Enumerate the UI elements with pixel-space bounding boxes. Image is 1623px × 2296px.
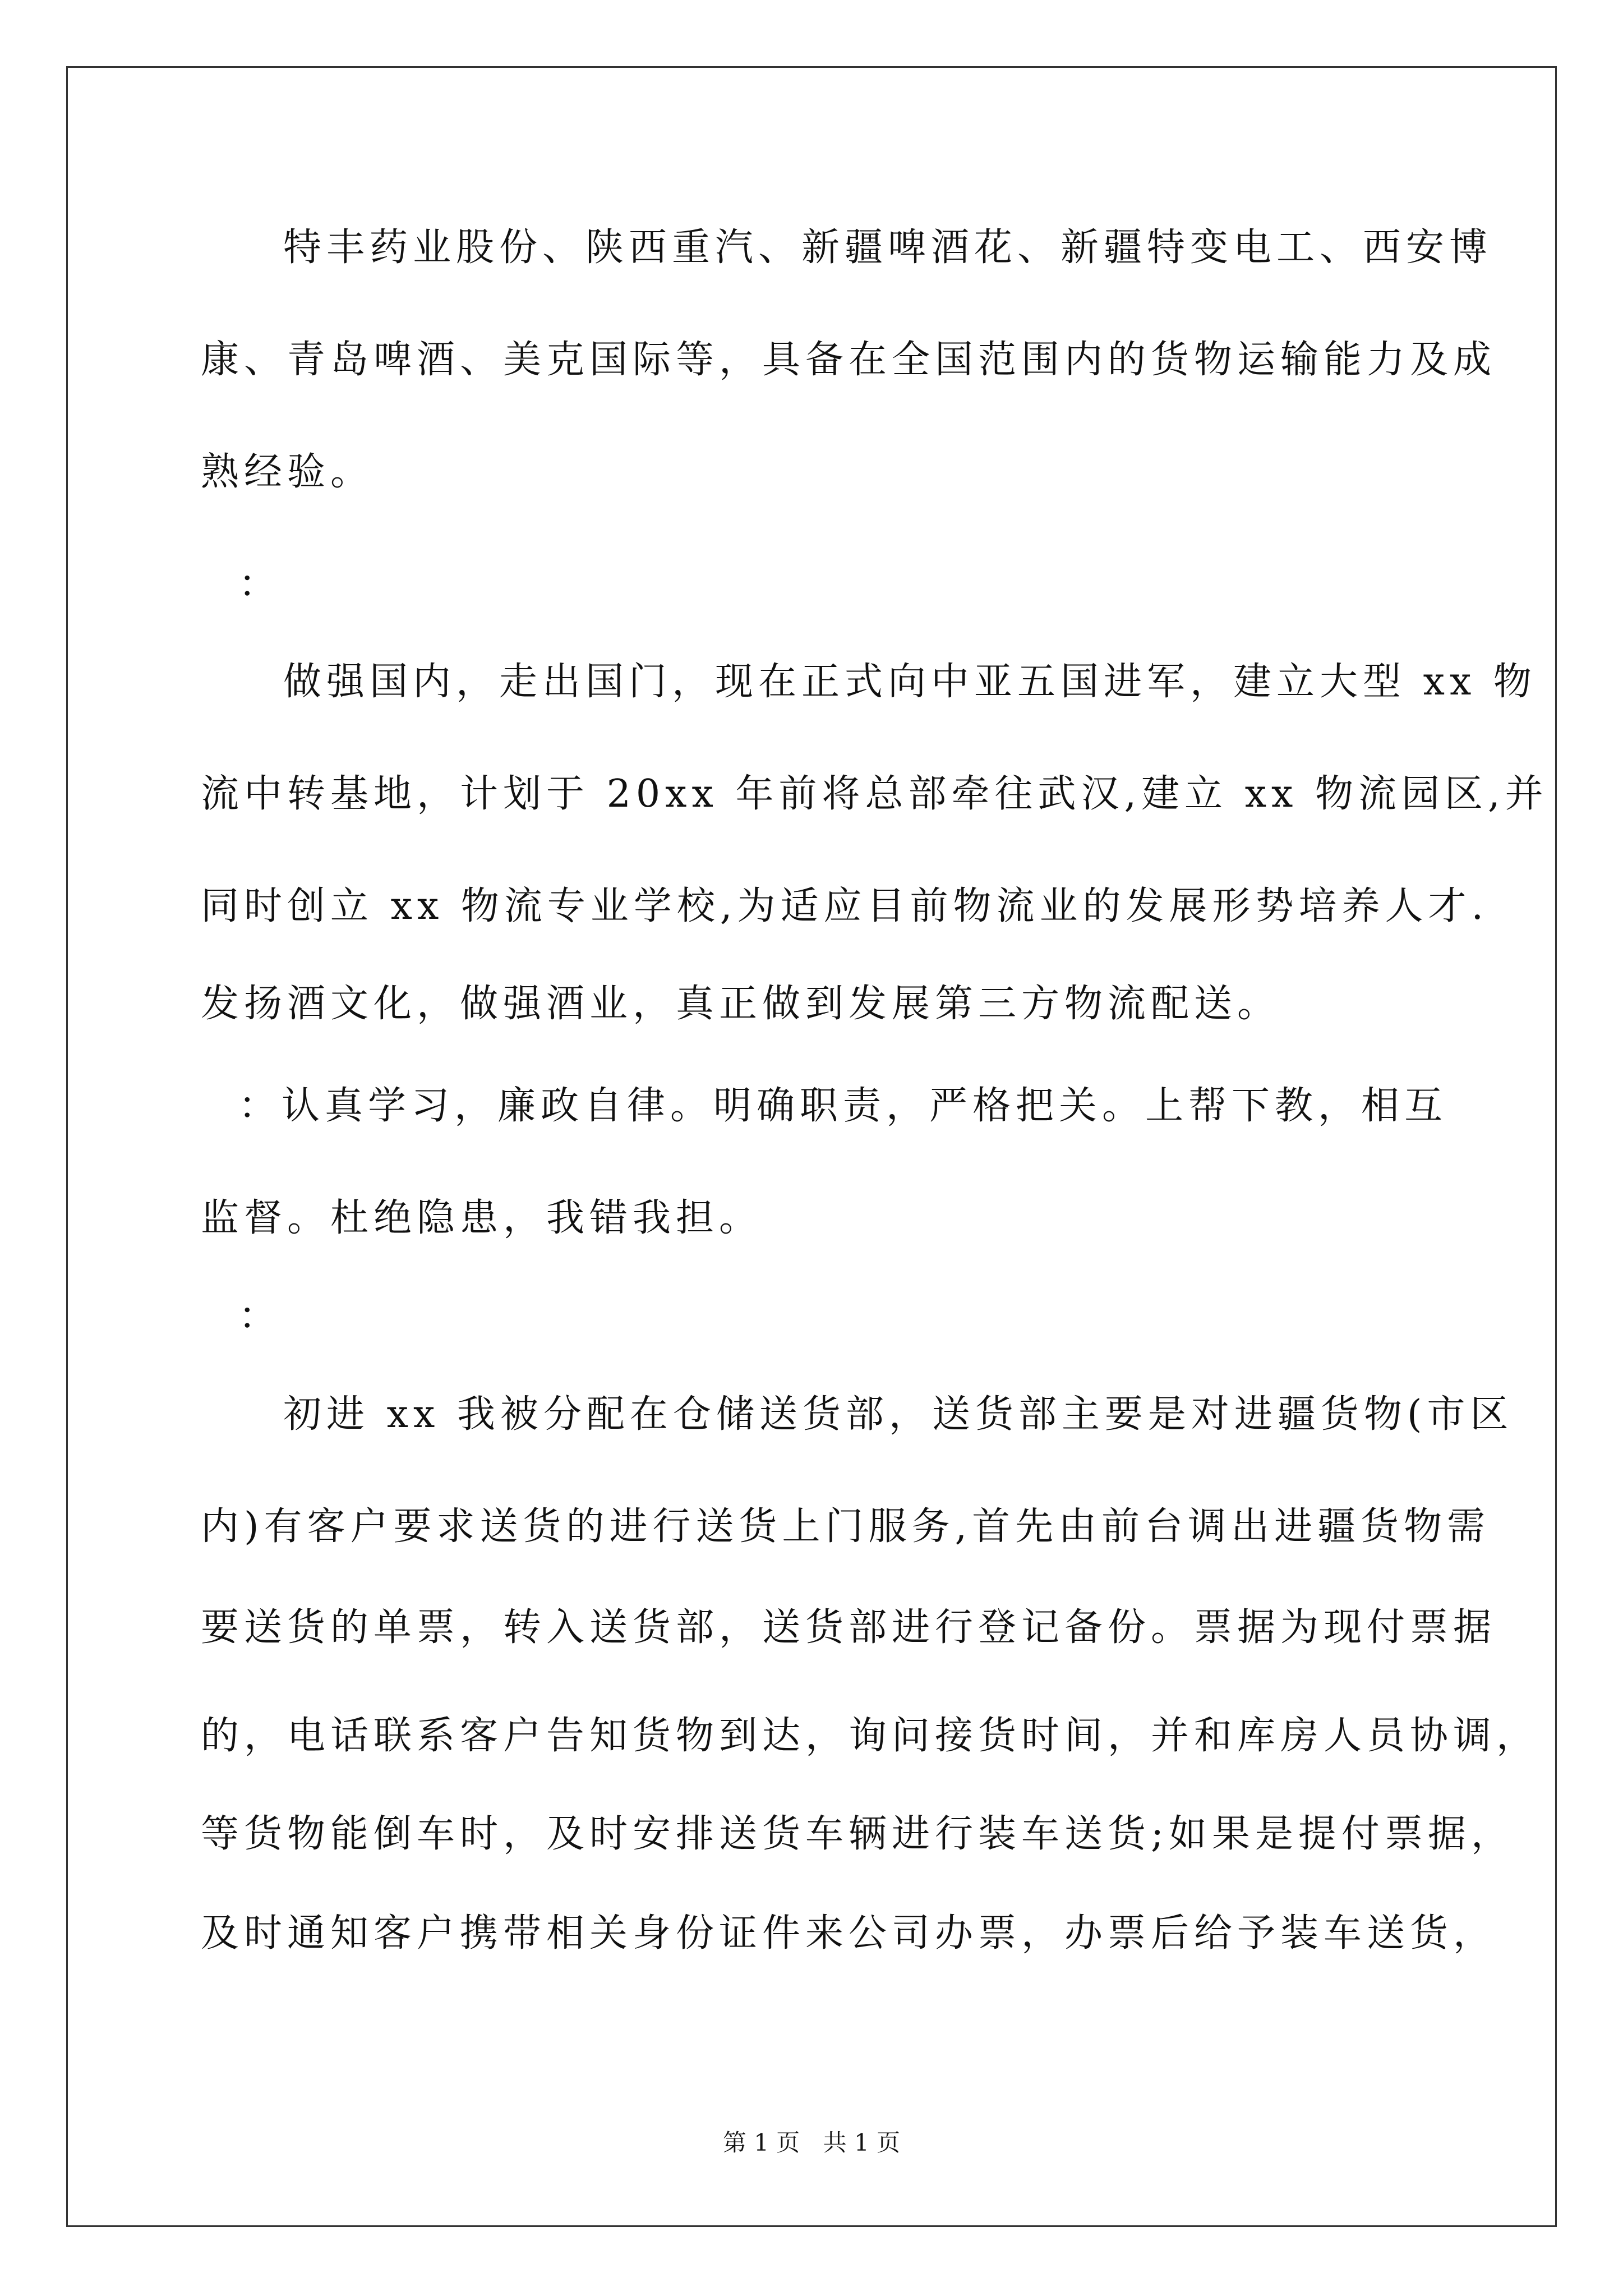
paragraph-6-line-2: 内)有客户要求送货的进行送货上门服务,首先由前台调出进疆货物需 — [201, 1504, 1491, 1549]
paragraph-1-line-3: 熟经验。 — [201, 450, 374, 494]
paragraph-4-line-1: ：认真学习，廉政自律。明确职责，严格把关。上帮下教，相互 — [238, 1084, 1448, 1128]
paragraph-3-line-2: 流中转基地，计划于 20xx 年前将总部牵往武汉,建立 xx 物流园区,并 — [201, 772, 1548, 816]
paragraph-1-line-2: 康、青岛啤酒、美克国际等，具备在全国范围内的货物运输能力及成 — [201, 338, 1497, 382]
paragraph-5-line-1: ： — [238, 1294, 282, 1338]
paragraph-6-line-3: 要送货的单票，转入送货部，送货部进行登记备份。票据为现付票据 — [201, 1605, 1497, 1650]
paragraph-3-line-1: 做强国内，走出国门，现在正式向中亚五国进军，建立大型 xx 物 — [283, 660, 1537, 704]
page-footer — [0, 2126, 1623, 2160]
paragraph-2-line-1: ： — [238, 562, 282, 606]
page-number-label: 第 1 页 — [722, 2129, 800, 2156]
paragraph-3-line-4: 发扬酒文化，做强酒业，真正做到发展第三方物流配送。 — [201, 982, 1281, 1026]
paragraph-4-line-2: 监督。杜绝隐患，我错我担。 — [201, 1196, 763, 1240]
paragraph-3-line-3: 同时创立 xx 物流专业学校,为适应目前物流业的发展形势培养人才. — [201, 884, 1489, 928]
paragraph-6-line-6: 及时通知客户携带相关身份证件来公司办票，办票后给予装车送货， — [201, 1911, 1497, 1955]
page-border — [66, 66, 1557, 2227]
paragraph-6-line-4: 的，电话联系客户告知货物到达，询问接货时间，并和库房人员协调， — [201, 1714, 1540, 1758]
paragraph-1-line-1: 特丰药业股份、陕西重汽、新疆啤酒花、新疆特变电工、西安博 — [283, 226, 1493, 270]
paragraph-6-line-5: 等货物能倒车时，及时安排送货车辆进行装车送货;如果是提付票据， — [201, 1812, 1514, 1856]
paragraph-6-line-1: 初进 xx 我被分配在仓储送货部，送货部主要是对进疆货物(市区 — [283, 1392, 1514, 1437]
page-total-label: 共 1 页 — [823, 2129, 901, 2156]
